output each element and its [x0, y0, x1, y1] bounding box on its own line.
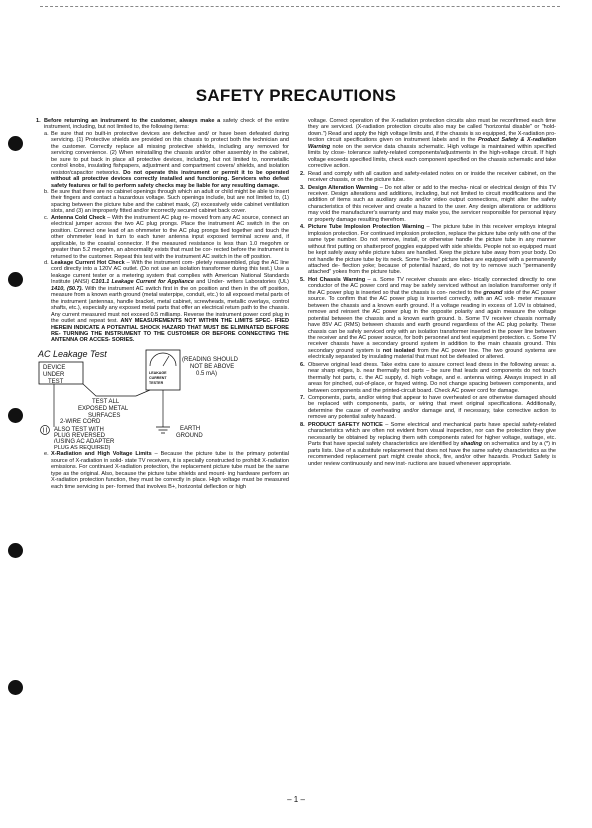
subitem-label: b.: [44, 188, 49, 195]
item-text: side of the AC power source. To confirm that the AC power plug is inserted correctly, with an AC volt- meter measure between the chassis and a known earth ground. If a voltage reading in excess of 1.0V is obtained, remove and reinsert the AC power plug in the opposite polarity and again measure the voltage potential between the chassis and a known earth ground. b. Some TV receiver chassis normally have 85V AC (RMS) between chassis and earth ground regardless of the AC plug polarity. These chassis can be safely serviced only with an isolation transformer inserted in the power line between the receiver and the AC power source, for both personnel and test equipment protection. c. Some TV receiver chassis have a secondary ground system in addition to the main chassis ground. This secondary ground system is: [308, 289, 556, 354]
item-text: voltage. Correct operation of the X-radiation protection circuits also must be reconfirmed each time they are serviced. (X-radiation protection circuits also may be called "horizontal disable" or "hold-down.") Read and apply the high voltage limits and, if the chassis is so equipped, the X-radiation pro- tection circuit specifications given on instrument labels and in the: [308, 118, 556, 144]
item-number: 2.: [300, 170, 305, 177]
subitem-label: d.: [44, 259, 49, 266]
ansi-standard: C101.1 Leakage Current for Appliance: [91, 279, 194, 286]
item-1: [36, 118, 289, 344]
test-probe-lead: [83, 384, 150, 396]
item-4: [300, 224, 556, 276]
subitem-c: [44, 215, 289, 260]
item-number: 8.: [300, 421, 305, 428]
top-page-rule: [40, 6, 560, 7]
binder-hole-5: [8, 680, 23, 695]
item-3: [300, 185, 556, 224]
plug-label-1: ALSO TEST WITH: [54, 426, 104, 433]
emphasis-not-isolated: not isolated: [382, 347, 415, 354]
binder-hole-4: [8, 543, 23, 558]
subitem-a: [44, 131, 289, 189]
subitem-label: c.: [44, 214, 49, 221]
subitem-label: a.: [44, 130, 49, 137]
tester-label-3: TESTER: [149, 380, 164, 385]
subitem-text: Be sure that there are no cabinet openings through which an adult or child might be able to insert their fingers and contact a hazardous voltage. Such openings include, but are not limited to, (1) spacing between the picture tube and the cabinet mask, (2) excessively wide cabinet ventilation slots, and (3) an improperly fitted and/or incorrectly secured cabinet back cover.: [51, 188, 289, 215]
subitem-text: With the instrument AC switch first in the on position and then in the off position, measure from a known earth ground (metal waterpipe, conduit, etc.) to all exposed metal parts of the instrument (antennas, handle bracket, metal cabinet, screwheads, metallic overlays, control shafts, etc.), especially any exposed metal parts that offer an electrical return path to the chassis. Any current measured must not exceed 0.5 milliamp. Reverse the instrument power cord plug in the outlet and repeat test.: [51, 285, 289, 325]
subitem-label: e.: [44, 451, 49, 458]
subitem-warning: Do not operate this instrument or permit it to be operated without all protective devices correctly installed and functioning. Servicers who defeat safety features or fail to perform safety checks may be liable for any resulting damage.: [51, 169, 290, 189]
subitem-text: and Under- writers Laboratories (UL): [193, 279, 289, 286]
right-column: [300, 118, 556, 467]
test-all-label-1: TEST ALL: [92, 398, 120, 405]
device-label-2: UNDER: [43, 371, 65, 378]
subitem-lead: Antenna Cold Check: [51, 214, 106, 221]
item-lead: PRODUCT SAFETY NOTICE: [308, 421, 383, 428]
cord-label: 2-WIRE CORD: [60, 418, 101, 425]
item-lead: Before returning an instrument to the customer, always make a: [44, 118, 221, 124]
plug-label-2: PLUG REVERSED: [54, 432, 106, 439]
tester-label-1: LEAKAGE: [149, 370, 167, 375]
item-6: [300, 362, 556, 394]
item-text: safety check of the entire instrument, including, but not limited to, the following items:: [44, 118, 290, 131]
binder-hole-1: [8, 136, 23, 151]
hazard-warning: ANY MEASUREMENTS NOT WITHIN THE LIMITS SPEC- IFIED HEREIN INDICATE A POTENTIAL SHOCK HAZARD THAT MUST BE ELIMINATED BEFORE RE- TURNING THE INSTRUMENT TO THE CUSTOMER OR BEFORE CONNECTING THE ANTENNA OR ACCES- SORIES.: [51, 318, 289, 344]
item-text: Observe original lead dress. Take extra care to assure correct lead dress in the following areas: a. near sharp edges, b. near thermally hot parts – be sure that leads and components do not touch thermally hot parts, c. the AC supply, d. high voltage, and e. antenna wiring. Always inspect in all areas for pinched, out-of-place, or frayed wiring. Do not change spacing between components, and between components and the printed-circuit board. Check AC power cord for damage.: [308, 361, 556, 394]
item-number: 7.: [300, 395, 305, 402]
meter-dial: [150, 353, 176, 366]
diagram-drawing: [36, 347, 289, 443]
emphasis-ground: ground: [483, 289, 503, 296]
item-text: – The picture tube in this receiver employs integral implosion protection. For continued implosion protection, replace the picture tube only with one of the same type number. Do not remove, install, or otherwise handle the picture tube in any manner without first putting on shatterproof goggles equipped with side shields. People not so equipped must be kept safely away while picture tubes are handled. Keep the picture tube away from your body. Do not handle the picture tube by its neck. Some "in-line" picture tubes are equipped with a permanently attached de- flection yoke; because of potential hazard, do not try to remove such "permanently attached" yokes from the picture tube.: [308, 224, 556, 276]
subitem-d: [44, 260, 289, 344]
ul-standard: 1410, (50.7).: [51, 285, 84, 292]
item-text: Components, parts, and/or wiring that appear to have overheated or are otherwise damaged should be replaced with components, parts, or wiring that meet original specifications. Additionally, determine the cause of overheating and/or damage and, if necessary, take corrective action to remove any potential safety hazard.: [308, 395, 556, 421]
device-label-1: DEVICE: [43, 364, 66, 371]
subitem-lead: X-Radiation and High Voltage Limits: [51, 451, 152, 458]
subitem-lead: Leakage Current Hot Check: [51, 259, 125, 266]
item-text: – Some electrical and mechanical parts have special safety-related characteristics which are often not evident from visual inspection, nor can the protection they give necessarily be obtained by replacing them with components rated for higher voltage, wattage, etc. Parts that have special safety characteristics are identified by: [308, 421, 556, 448]
item-8: [300, 422, 556, 467]
item-lead: Hot Chassis Warning: [308, 276, 366, 283]
item-lead: Picture Tube Implosion Protection Warning: [308, 224, 425, 231]
item-5: [300, 277, 556, 361]
subitem-text: Be sure that no built-in protective devices are defective and/ or have been defeated during servicing. (1) Protective shields are provided on this chassis to protect both the technician and the customer. Correctly replace all missing protective shields, including any removed for servicing convenience. (2) When reinstalling the chassis and/or other assembly in the cabinet, be sure to put back in place all protective devices, including, but not limited to, nonmetallic control knobs, insulating fishpapers, adjustment and compartment covers/ shields, and isolation resistor/capacitor networks.: [51, 130, 289, 176]
plug-label-4: PLUG AS REQUIRED): [54, 444, 111, 451]
subitem-text: – With the instrument com- pletely reassembled, plug the AC line cord directly into a 120V AC outlet. (Do not use an isolation transformer during this test.) Use a leakage current tester or a metering system that complies with American National Standards Institute (ANSI): [51, 259, 289, 286]
test-all-label-3: SURFACES: [88, 412, 121, 419]
ac-leakage-test-diagram: [36, 347, 289, 443]
binder-hole-3: [8, 408, 23, 423]
item-number: 1.: [36, 118, 41, 124]
item-text: on schematics and by a (*) in parts lists. Use of a substitute replacement that does not have the same safety characteristics as the recommended replacement part might create shock, fire, and/or other hazards. Product Safety is under review continuously and new inst- ructions are issued whenever appropriate.: [308, 441, 556, 467]
binder-hole-2: [8, 272, 23, 287]
item-lead: Design Alteration Warning: [308, 184, 378, 191]
earth-label-1: EARTH: [180, 425, 201, 432]
subitem-b: [44, 189, 289, 215]
device-label-3: TEST: [48, 378, 64, 385]
item-7: [300, 395, 556, 421]
plug-label-3: (USING AC ADAPTER: [54, 438, 115, 443]
emphasis-shading: shading: [460, 441, 483, 448]
tester-label-2: CURRENT: [149, 375, 167, 380]
earth-label-2: GROUND: [176, 432, 203, 439]
item-text: Read and comply with all caution and safety-related notes on or inside the receiver cabinet, on the receiver chassis, or on the picture tube.: [308, 170, 556, 184]
page-number: – 1 –: [287, 795, 305, 804]
item-number: 5.: [300, 276, 305, 283]
item-number: 6.: [300, 361, 305, 368]
item-number: 3.: [300, 184, 305, 191]
diagram-title: AC Leakage Test: [38, 348, 107, 359]
item-2: [300, 171, 556, 184]
item-text: – Do not alter or add to the mecha- nical or electrical design of this TV receiver. Design alterations and additions, including, but not limited to circuit modifications and the addition of items such as auxiliary audio and/or video output connections, might alter the safety characteristics of this receiver and create a hazard to the user. Any design alterations or additions may void the manufacturer's warranty and may make you, the servicer responsible for personal injury or property damage resulting therefrom.: [308, 184, 557, 223]
reading-note-1: (READING SHOULD: [182, 356, 239, 363]
subitem-text: – Because the picture tube is the primary potential source of X-radiation in solid- state TV receivers, it is specially constructed to prohibit X-radiation emissions. For continued X-radiation protection, the replacement picture tube must be the same type as the original. Also, because the picture tube shields and mount- ing hardware perform an X-radiation protection function, they must be correctly in place. High voltage must be measured each time servicing is per- formed that involves B+, horizontal deflection or high: [51, 451, 289, 490]
subitem-text: – With the instrument AC plug re- moved from any AC source, connect an electrical jumper across the two AC plug prongs. Place the instrument AC switch in the on position. Connect one lead of an ohmmeter to the AC plug prongs tied together and touch the other ohmmeter lead in turn to each tuner antenna input exposed terminal screw and, if applicable, to the coaxial connector. If the measured resistance is less than 1.0 megohm or greater than 5.2 megohm, an abnormality exists that must be cor- rected before the instrument is returned to the customer. Repeat this test with the instrument AC switch in the off position.: [51, 214, 289, 260]
item-1-continued: [300, 118, 556, 170]
meter-needle: [163, 356, 169, 366]
item-text: – a. Some TV receiver chassis are elec- trically connected directly to one conductor of the AC power cord and may be safely serviced without an isolation transformer only if the AC power plug is inserted so that the chassis is con- nected to the: [308, 276, 556, 296]
test-all-label-2: EXPOSED METAL: [78, 405, 129, 412]
item-text: note on the service data chassis schematic. High voltage is maintained within specified limits by close- tolerance safety-related components/adjustments in the high-voltage circuit. If high voltage exceeds specified limits, check each component specified on the chassis schematic and take corrective action.: [308, 143, 556, 170]
item-number: 4.: [300, 224, 305, 231]
ac-plug-icon: [41, 425, 50, 434]
warning-note-name: Product Safety & X-radiation Warning: [308, 137, 557, 150]
reading-note-2: NOT BE ABOVE: [190, 363, 235, 370]
subitem-e: [44, 451, 289, 490]
page-title: SAFETY PRECAUTIONS: [195, 86, 397, 105]
reading-note-3: 0.5 mA): [196, 370, 218, 377]
item-text: from the AC power line. The two ground systems are electrically separated by insulating material that must not be defeated or altered.: [308, 347, 556, 361]
left-column: [36, 118, 289, 490]
